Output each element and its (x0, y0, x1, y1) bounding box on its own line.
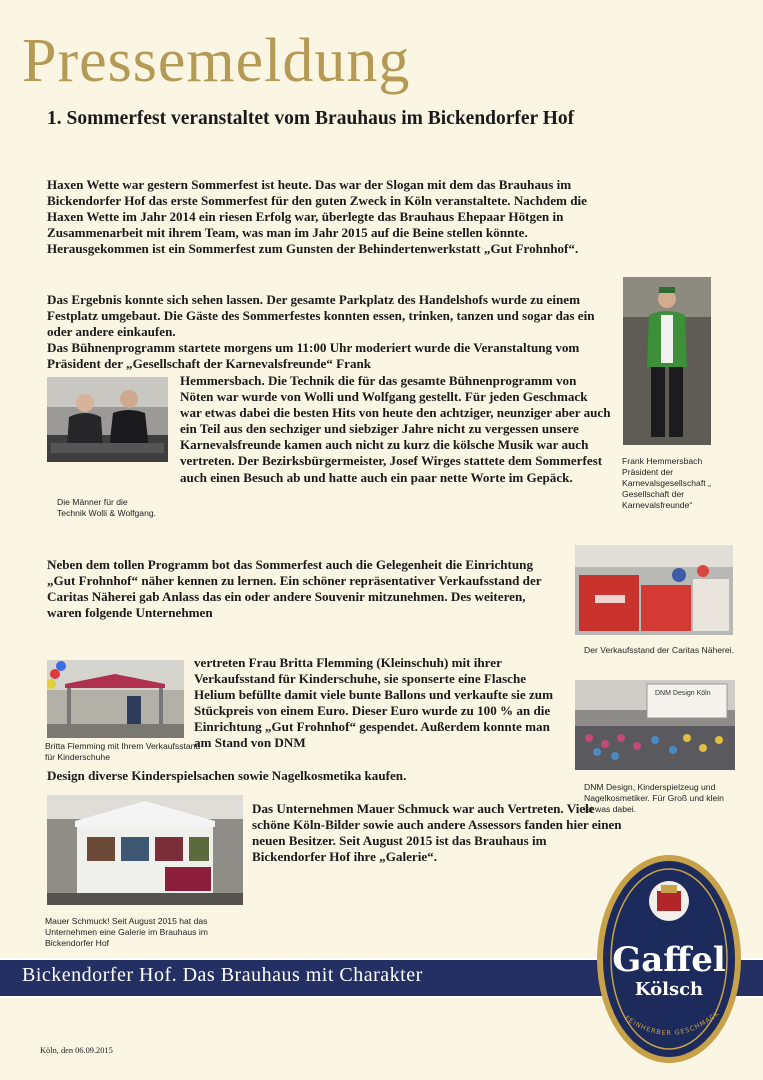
caption-caritas-stand: Der Verkaufsstand der Caritas Näherei. (584, 645, 734, 655)
paragraph-frohnhof: Neben dem tollen Programm bot das Sommerfest auch die Gelegenheit die Einrichtung „Gut Frohnhof“ näher kennen zu lernen. Ein schöner repräsentativer Verkaufsstand der Caritas Näherei gab Anlass das ein oder andere Souvenir mitzunehmen. Des weiteren, waren folgende Unternehmen (47, 557, 542, 621)
document-date: Köln, den 06.09.2015 (40, 1046, 113, 1055)
dnm-sign-text: DNM Design Köln (655, 690, 711, 697)
headline: 1. Sommerfest veranstaltet vom Brauhaus im Bickendorfer Hof (47, 108, 575, 129)
photo-technicians (47, 377, 168, 462)
paragraph-technik: Hemmersbach. Die Technik die für das gesamte Bühnenprogramm von Nöten war wurde von Wolli und Wolfgang gestellt. Für jeden Geschmack war etwas dabei die besten Hits von heute den achtziger, neunziger aber auch ein Teil aus den sechziger und siebziger Jahre nicht zu vergessen unsere Karnevalsfreunde kamen auch nicht zu kurz die kölsche Musik war auch vertreten. Der Bezirksbürgermeister, Josef Wirges stattete dem Sommerfest auch einen Besuch ab und hatte auch ein paar nette Worte im Gepäck. (180, 373, 611, 485)
paragraph-mauer-schmuck: Das Unternehmen Mauer Schmuck war auch Vertreten. Viele schöne Köln-Bilder sowie auch andere Assessors fanden hier einen neuen Besitzer. Seit August 2015 ist das Brauhaus im Bickendorfer Hof ihre „Galerie“. (252, 801, 622, 865)
photo-dnm-stand (575, 680, 735, 770)
footer-slogan: Bickendorfer Hof. Das Brauhaus mit Charakter (22, 964, 423, 986)
caption-frank-hemmersbach: Frank Hemmersbach Präsident der Karnevalsgesellschaft „ Gesellschaft der Karnevalsfreunde“ (622, 456, 711, 510)
gaffel-koelsch-logo (595, 853, 743, 1065)
photo-britta-stand (47, 660, 184, 738)
paragraph-dnm: Design diverse Kinderspielsachen sowie Nagelkosmetika kaufen. (47, 768, 407, 783)
paragraph-result: Das Ergebnis konnte sich sehen lassen. Der gesamte Parkplatz des Handelshofs wurde zu einem Festplatz umgebaut. Die Gäste des Sommerfestes konnten essen, trinken, tanzen und sogar das ein oder andere einkaufen. (47, 292, 595, 340)
caption-technicians: Die Männer für die Technik Wolli & Wolfgang. (57, 497, 157, 518)
photo-frank-hemmersbach (623, 277, 711, 445)
photo-mauer-schmuck-stand (47, 795, 243, 905)
paragraph-program: Das Bühnenprogramm startete morgens um 11:00 Uhr moderiert wurde die Veranstaltung vom Präsident der „Gesellschaft der Karnevalsfreunde“ Frank (47, 340, 580, 372)
logo-ring: FEINHERBER GESCHMACK (623, 1009, 722, 1038)
logo-sub: Kölsch (634, 979, 704, 1000)
paragraph-kleinschuh: vertreten Frau Britta Flemming (Kleinschuh) mit ihrer Verkaufsstand für Kinderschuhe, sie sponserte eine Flasche Helium befüllte damit viele bunte Ballons und verkaufte sie zum Stückpreis von einem Euro. Dieser Euro wurde zu 100 % an die Einrichtung „Gut Frohnhof“ gespendet. Außerdem konnte man am Stand von DNM (194, 655, 553, 751)
photo-caritas-stand (575, 545, 733, 635)
caption-mauer-schmuck: Mauer Schmuck! Seit August 2015 hat das Unternehmen eine Galerie im Brauhaus im Bickendorfer Hof (45, 916, 208, 948)
caption-dnm-stand: DNM Design, Kinderspielzeug und Nagelkosmetiker. Für Groß und klein ist was dabei. (584, 782, 724, 814)
page-title: Pressemeldung (22, 27, 411, 95)
caption-britta-stand: Britta Flemming mit Ihrem Verkaufsstand für Kinderschuhe (45, 741, 201, 762)
paragraph-intro: Haxen Wette war gestern Sommerfest ist heute. Das war der Slogan mit dem das Brauhaus im Bickendorfer Hof das erste Sommerfest für den guten Zweck in Köln veranstaltete. Nachdem die Haxen Wette im Jahr 2014 ein riesen Erfolg war, überlegte das Brauhaus Ehepaar Hötgen in Zusammenarbeit mit ihrem Team, was man im Jahr 2015 auf die Beine stellen könnte. Herausgekommen ist ein Sommerfest zum Gunsten der Behindertenwerkstatt „Gut Frohnhof“. (47, 177, 587, 257)
logo-brand: Gaffel (612, 940, 726, 980)
